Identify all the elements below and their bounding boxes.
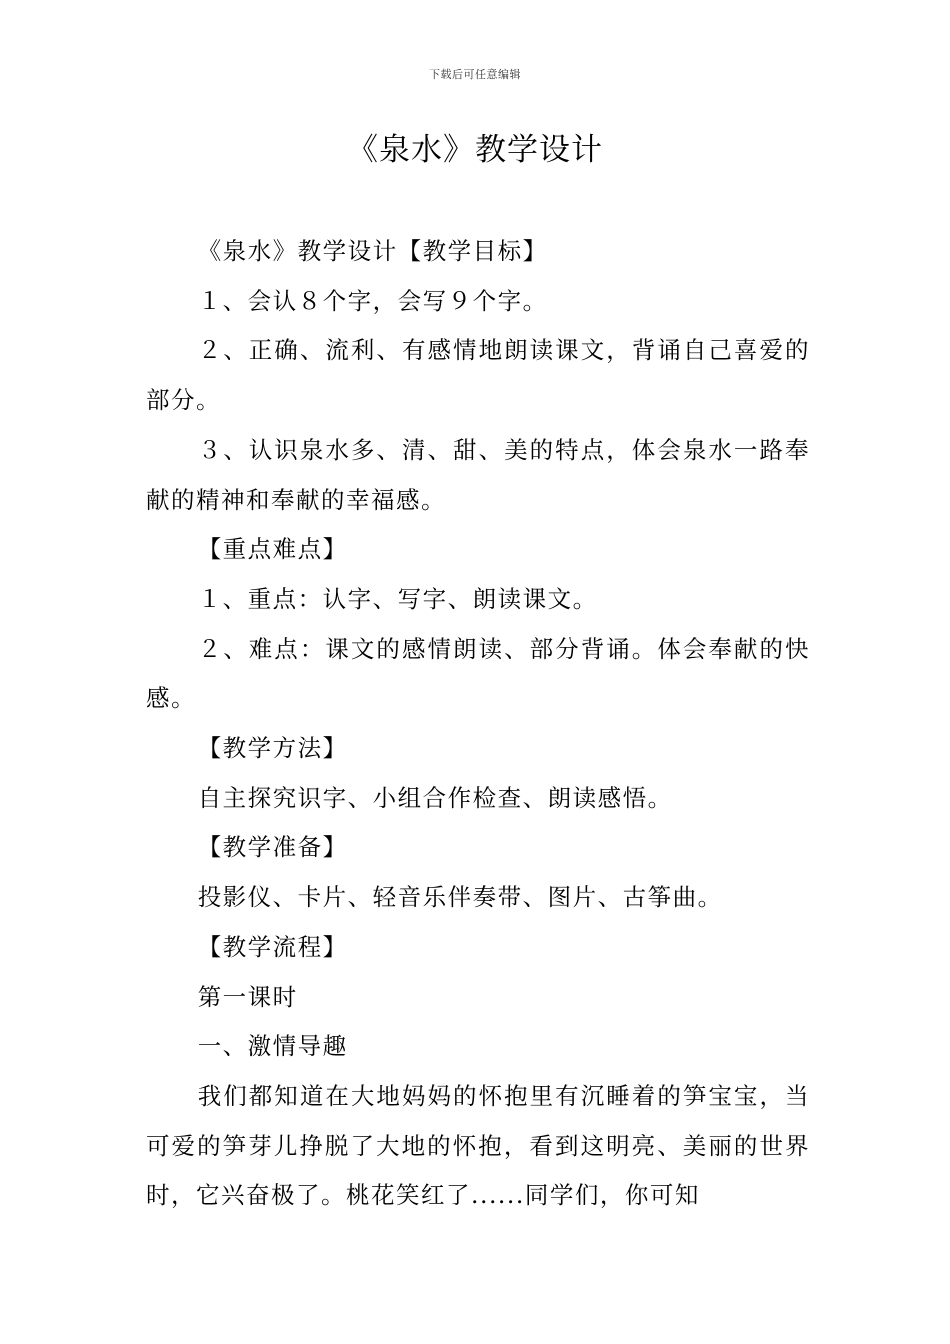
paragraph-goal-2: ２、正确、流利、有感情地朗读课文，背诵自己喜爱的部分。 (146, 336, 810, 415)
header-note: 下载后可任意编辑 (429, 68, 521, 81)
paragraph-key-point-1: １、重点：认字、写字、朗读课文。 (197, 584, 598, 613)
paragraph-intro-story: 我们都知道在大地妈妈的怀抱里有沉睡着的笋宝宝，当可爱的笋芽儿挣脱了大地的怀抱，看到这明亮、美丽的世界时，它兴奋极了。桃花笑红了......同学们，你可知 (146, 1081, 810, 1210)
section-heading-preparation: 【教学准备】 (197, 833, 348, 862)
section-heading-process: 【教学流程】 (197, 932, 348, 961)
paragraph-preparation: 投影仪、卡片、轻音乐伴奏带、图片、古筝曲。 (197, 883, 723, 912)
paragraph-goal-1: １、会认８个字，会写９个字。 (197, 286, 548, 315)
paragraph-intro-heading: 《泉水》教学设计【教学目标】 (197, 237, 548, 265)
document-title: 《泉水》教学设计 (347, 132, 603, 168)
section-heading-methods: 【教学方法】 (197, 734, 348, 763)
paragraph-goal-3: ３、认识泉水多、清、甜、美的特点，体会泉水一路奉献的精神和奉献的幸福感。 (146, 435, 810, 514)
paragraph-lesson-one: 第一课时 (197, 982, 298, 1011)
section-heading-key-points: 【重点难点】 (197, 535, 348, 564)
paragraph-methods: 自主探究识字、小组合作检查、朗读感悟。 (197, 783, 673, 812)
paragraph-step-one: 一、激情导趣 (197, 1032, 348, 1061)
paragraph-key-point-2: ２、难点：课文的感情朗读、部分背诵。体会奉献的快感。 (146, 634, 810, 713)
document-body (146, 227, 810, 1221)
